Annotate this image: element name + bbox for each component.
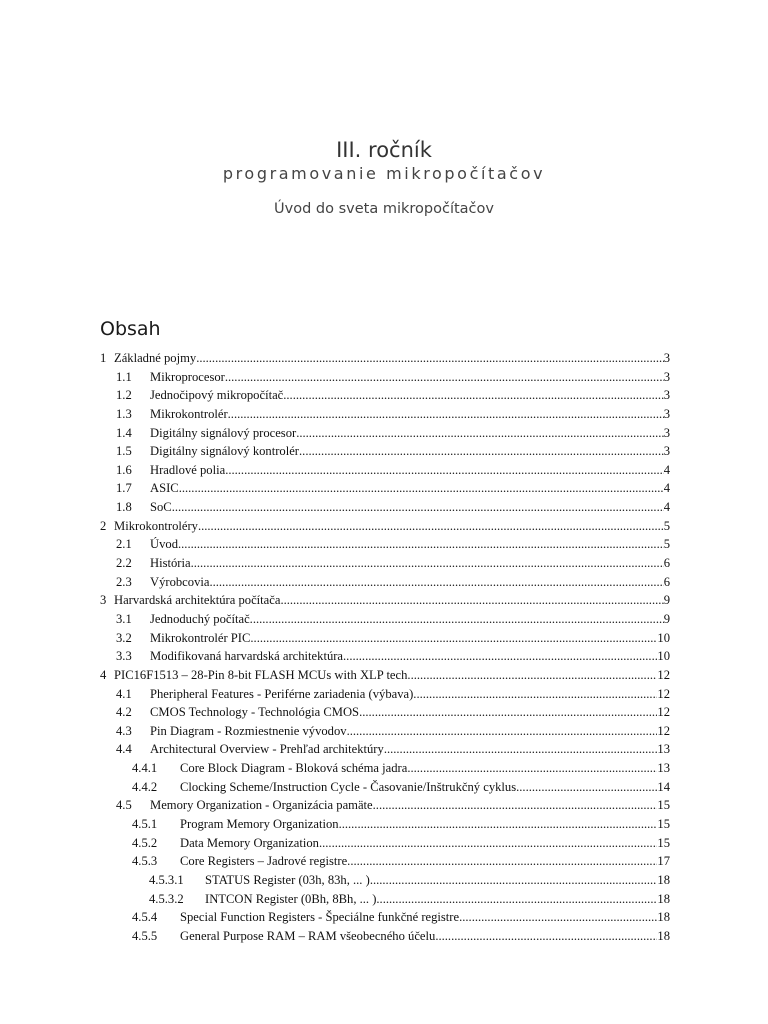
- toc-entry-title: CMOS Technology - Technológia CMOS: [150, 705, 360, 720]
- toc-entry[interactable]: [100, 368, 670, 387]
- toc-entry-title: Clocking Scheme/Instruction Cycle - Časovanie/Inštrukčný cyklus: [180, 779, 517, 794]
- toc-entry-number: 4.5.5: [132, 928, 158, 943]
- toc-entry-title: PIC16F1513 – 28-Pin 8-bit FLASH MCUs with XLP tech: [114, 667, 408, 682]
- toc-entry-number: 2.2: [116, 556, 132, 571]
- toc-entry-page: 13: [657, 761, 670, 776]
- toc-entry-page: 4: [663, 462, 670, 477]
- toc-entry-page: 5: [663, 518, 670, 533]
- toc-entry[interactable]: [100, 591, 670, 610]
- toc-entry-number: 1.5: [116, 444, 132, 459]
- toc-leader-dots: [250, 629, 657, 648]
- toc-entry-title: Hradlové polia: [150, 462, 226, 477]
- toc-entry-page: 17: [657, 854, 670, 869]
- toc-entry[interactable]: [100, 815, 670, 834]
- toc-entry-title: Mikrokontroléry: [114, 518, 198, 533]
- toc-entry-title: Úvod: [150, 537, 178, 552]
- toc-entry[interactable]: [100, 927, 670, 946]
- toc-entry-title: Core Block Diagram - Bloková schéma jadra: [180, 761, 408, 776]
- toc-entry-number: 4.4.2: [132, 779, 158, 794]
- toc-entry-title: Základné pojmy: [114, 351, 197, 365]
- toc-entry-page: 12: [657, 686, 670, 701]
- toc-leader-dots: [376, 890, 657, 909]
- toc-leader-dots: [413, 685, 657, 704]
- toc-entry[interactable]: [100, 796, 670, 815]
- toc-entry-page: 18: [657, 928, 670, 943]
- toc-entry-number: 3.2: [116, 630, 132, 645]
- toc-entry-title: INTCON Register (0Bh, 8Bh, ... ): [205, 891, 377, 906]
- toc-entry-number: 4.2: [116, 705, 132, 720]
- toc-entry-number: 1.7: [116, 481, 132, 496]
- toc-leader-dots: [296, 424, 664, 443]
- toc-entry-title: Jednočipový mikropočítač: [150, 388, 284, 403]
- toc-entry[interactable]: [100, 852, 670, 871]
- toc-entry-title: Core Registers – Jadrové registre: [180, 854, 348, 869]
- toc-entry-page: 15: [657, 835, 670, 850]
- toc-leader-dots: [339, 815, 658, 834]
- toc-entry[interactable]: [100, 535, 670, 554]
- toc-leader-dots: [373, 796, 658, 815]
- toc-leader-dots: [407, 666, 657, 685]
- toc-entry[interactable]: [100, 722, 670, 741]
- toc-entry-number: 4.5.1: [132, 817, 158, 832]
- toc-entry-page: 18: [657, 872, 670, 887]
- toc-entry[interactable]: [100, 871, 670, 890]
- toc-entry-number: 4.4: [116, 742, 132, 757]
- toc-entry-page: 12: [657, 667, 670, 682]
- toc-entry[interactable]: [100, 573, 670, 592]
- toc-leader-dots: [250, 610, 664, 629]
- toc-entry-number: 2: [100, 518, 107, 533]
- toc-entry-page: 9: [663, 593, 670, 608]
- toc-entry-title: General Purpose RAM – RAM všeobecného účelu: [180, 928, 436, 943]
- toc-entry-page: 3: [663, 406, 670, 421]
- toc-leader-dots: [370, 871, 658, 890]
- toc-leader-dots: [225, 461, 664, 480]
- toc-leader-dots: [407, 759, 657, 778]
- toc-leader-dots: [209, 573, 663, 592]
- toc-entry-title: Program Memory Organization: [180, 817, 339, 832]
- toc-entry-page: 4: [663, 500, 670, 515]
- toc-entry[interactable]: [100, 740, 670, 759]
- toc-leader-dots: [198, 517, 664, 536]
- toc-entry-number: 1.3: [116, 406, 132, 421]
- toc-entry-page: 3: [663, 388, 670, 403]
- toc-entry[interactable]: [100, 386, 670, 405]
- toc-entry-number: 2.1: [116, 537, 132, 552]
- toc-entry-title: Mikroprocesor: [150, 369, 225, 384]
- toc-entry-page: 10: [657, 630, 670, 645]
- toc-entry[interactable]: [100, 834, 670, 853]
- toc-entry[interactable]: [100, 629, 670, 648]
- toc-leader-dots: [280, 591, 663, 610]
- toc-leader-dots: [359, 703, 657, 722]
- toc-leader-dots: [191, 554, 664, 573]
- toc-entry-page: 15: [657, 798, 670, 813]
- toc-entry-number: 2.3: [116, 574, 132, 589]
- toc-entry-page: 3: [663, 425, 670, 440]
- toc-entry-title: Modifikovaná harvardská architektúra: [150, 649, 344, 664]
- toc-entry-page: 6: [663, 574, 670, 589]
- toc-entry-title: Memory Organization - Organizácia pamäte: [150, 798, 373, 813]
- toc-entry-number: 4.5: [116, 798, 132, 813]
- toc-leader-dots: [347, 722, 658, 741]
- toc-entry-page: 13: [657, 742, 670, 757]
- page-subtitle: programovanie mikropočítačov: [222, 164, 546, 183]
- toc-entry[interactable]: [100, 666, 670, 685]
- page-title: III. ročník: [336, 138, 432, 162]
- toc-leader-dots: [172, 498, 664, 517]
- toc-entry-number: 4.4.1: [132, 761, 158, 776]
- toc-entry[interactable]: [100, 610, 670, 629]
- toc-entry[interactable]: [100, 498, 670, 517]
- toc-entry-number: 4.5.3: [132, 854, 158, 869]
- toc-entry-title: Pin Diagram - Rozmiestnenie vývodov: [150, 723, 347, 738]
- toc-entry-number: 3.3: [116, 649, 132, 664]
- toc-leader-dots: [178, 535, 664, 554]
- toc-leader-dots: [179, 479, 664, 498]
- toc-entry-number: 1.2: [116, 388, 132, 403]
- toc-entry[interactable]: [100, 908, 670, 927]
- toc-entry[interactable]: [100, 554, 670, 573]
- toc-entry[interactable]: [100, 461, 670, 480]
- toc-entry-title: Mikrokontrolér PIC: [150, 630, 251, 645]
- toc-leader-dots: [319, 834, 657, 853]
- toc-leader-dots: [283, 386, 663, 405]
- toc-entry[interactable]: [100, 442, 670, 461]
- toc-entry-title: Digitálny signálový procesor: [150, 425, 297, 440]
- toc-entry-number: 4.3: [116, 723, 132, 738]
- toc-entry[interactable]: [100, 890, 670, 909]
- toc-entry[interactable]: [100, 778, 670, 797]
- toc-entry-title: História: [150, 556, 191, 571]
- toc-entry-page: 5: [663, 537, 670, 552]
- toc-leader-dots: [459, 908, 657, 927]
- toc-leader-dots: [228, 405, 664, 424]
- toc-entry-number: 1.8: [116, 500, 132, 515]
- toc-entry[interactable]: [100, 685, 670, 704]
- toc-entry-title: Mikrokontrolér: [150, 406, 228, 421]
- toc-leader-dots: [435, 927, 657, 946]
- toc-entry-page: 12: [657, 723, 670, 738]
- toc-entry-number: 1: [100, 351, 107, 365]
- toc-entry-number: 1.1: [116, 369, 132, 384]
- toc-entry-title: SoC: [150, 500, 172, 515]
- toc-entry[interactable]: [100, 759, 670, 778]
- toc-leader-dots: [343, 647, 657, 666]
- toc-entry-number: 1.4: [116, 425, 132, 440]
- toc-entry-page: 3: [663, 351, 670, 365]
- toc-entry-page: 10: [657, 649, 670, 664]
- toc-entry-number: 4.5.2: [132, 835, 158, 850]
- toc-entry-title: Jednoduchý počítač: [150, 611, 250, 626]
- toc-entry-number: 4.5.4: [132, 910, 158, 925]
- toc-entry-title: STATUS Register (03h, 83h, ... ): [205, 872, 370, 887]
- toc-entry-title: Digitálny signálový kontrolér: [150, 444, 300, 459]
- toc-entry-page: 18: [657, 910, 670, 925]
- toc-entry-number: 4.5.3.2: [149, 891, 184, 906]
- toc-leader-dots: [299, 442, 664, 461]
- table-of-contents: [100, 349, 670, 946]
- page-intro-heading: Úvod do sveta mikropočítačov: [274, 201, 494, 217]
- toc-entry-title: Výrobcovia: [150, 574, 210, 589]
- toc-entry-number: 1.6: [116, 462, 132, 477]
- toc-heading: Obsah: [100, 318, 161, 340]
- toc-entry-number: 4: [100, 667, 107, 682]
- toc-entry-title: Pheripheral Features - Periférne zariadenia (výbava): [150, 686, 414, 701]
- toc-entry-title: Harvardská architektúra počítača: [114, 593, 281, 608]
- toc-entry-number: 4.1: [116, 686, 132, 701]
- toc-entry-page: 3: [663, 369, 670, 384]
- toc-entry-page: 9: [663, 611, 670, 626]
- toc-entry-page: 6: [663, 556, 670, 571]
- toc-entry-number: 3: [100, 593, 107, 608]
- toc-entry[interactable]: [100, 424, 670, 443]
- toc-entry-title: Architectural Overview - Prehľad architektúry: [150, 742, 384, 757]
- toc-entry-title: Data Memory Organization: [180, 835, 319, 850]
- toc-leader-dots: [384, 740, 658, 759]
- toc-leader-dots: [196, 349, 664, 368]
- toc-entry-title: ASIC: [150, 481, 179, 496]
- toc-leader-dots: [225, 368, 664, 387]
- toc-entry-page: 15: [657, 817, 670, 832]
- toc-entry[interactable]: [100, 703, 670, 722]
- toc-entry[interactable]: [100, 517, 670, 536]
- toc-entry-page: 18: [657, 891, 670, 906]
- toc-entry-page: 4: [663, 481, 670, 496]
- toc-entry[interactable]: [100, 479, 670, 498]
- toc-entry-number: 4.5.3.1: [149, 872, 184, 887]
- toc-entry[interactable]: [100, 349, 670, 368]
- toc-entry[interactable]: [100, 405, 670, 424]
- toc-leader-dots: [516, 778, 657, 797]
- toc-entry[interactable]: [100, 647, 670, 666]
- toc-leader-dots: [347, 852, 657, 871]
- toc-entry-title: Special Function Registers - Špeciálne funkčné registre: [180, 910, 460, 925]
- toc-entry-page: 14: [657, 779, 670, 794]
- toc-entry-number: 3.1: [116, 611, 132, 626]
- toc-entry-page: 12: [657, 705, 670, 720]
- toc-entry-page: 3: [663, 444, 670, 459]
